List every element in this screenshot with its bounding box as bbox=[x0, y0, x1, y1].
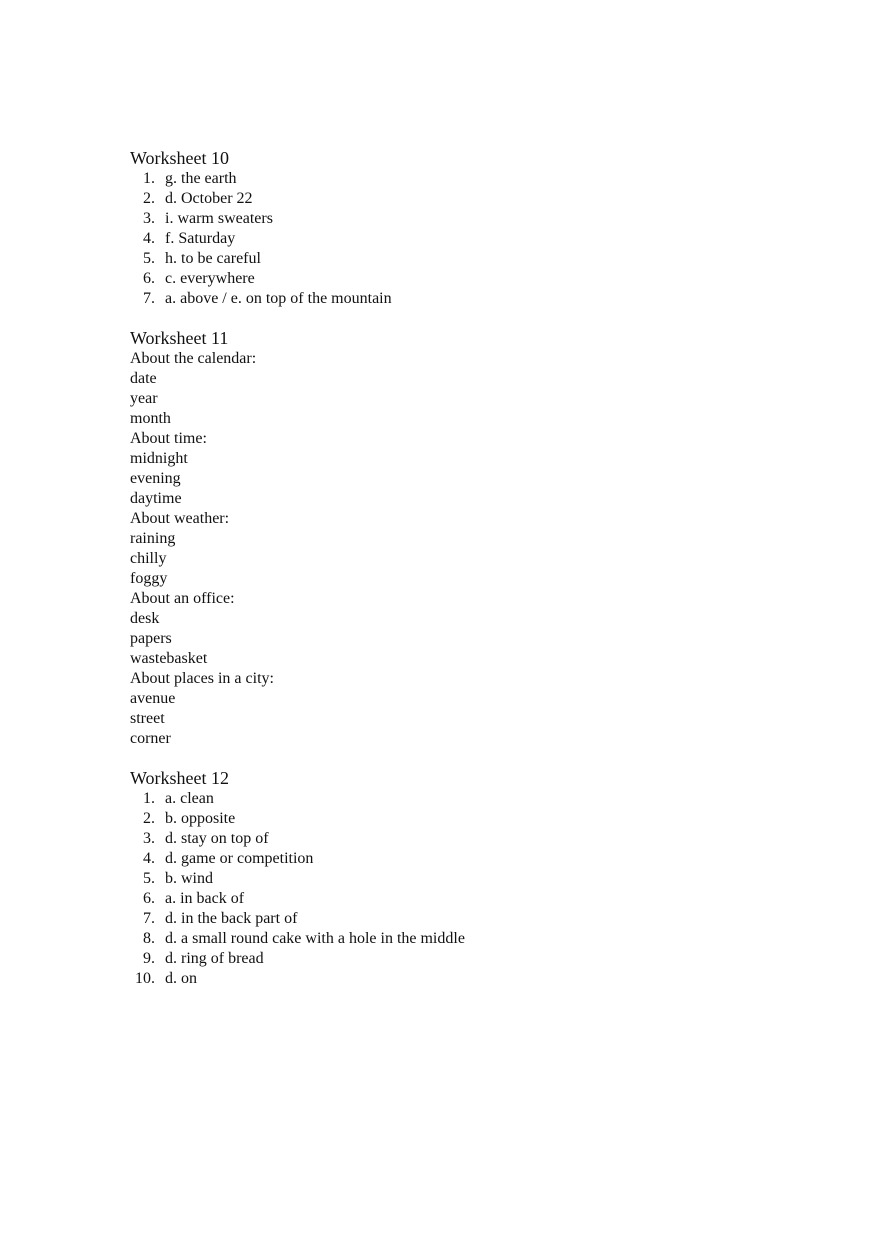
list-item bbox=[130, 789, 810, 809]
worksheet-10-title: Worksheet 10 bbox=[130, 148, 230, 168]
list-item bbox=[130, 889, 810, 909]
vocab-word: date bbox=[130, 370, 157, 387]
item-number: 10. bbox=[135, 970, 155, 987]
section-spacer bbox=[130, 309, 810, 327]
list-item bbox=[130, 909, 810, 929]
item-number: 4. bbox=[143, 230, 155, 247]
list-item bbox=[130, 289, 810, 309]
list-item bbox=[130, 249, 810, 269]
item-number: 5. bbox=[143, 250, 155, 267]
worksheet-12-title: Worksheet 12 bbox=[130, 768, 230, 788]
worksheet-10-answers bbox=[130, 169, 810, 309]
item-number: 8. bbox=[143, 930, 155, 947]
list-item bbox=[130, 829, 810, 849]
item-answer: d. ring of bread bbox=[165, 950, 264, 967]
item-answer: b. opposite bbox=[165, 810, 236, 827]
item-answer: b. wind bbox=[165, 870, 213, 887]
list-item bbox=[130, 269, 810, 289]
item-number: 2. bbox=[143, 810, 155, 827]
category-heading: About time: bbox=[130, 430, 207, 447]
worksheet-12-section bbox=[130, 767, 810, 989]
category-heading: About places in a city: bbox=[130, 670, 274, 687]
vocab-word: daytime bbox=[130, 490, 182, 507]
vocab-word: desk bbox=[130, 610, 160, 627]
list-item bbox=[130, 969, 810, 989]
item-answer: d. stay on top of bbox=[165, 830, 269, 847]
item-number: 6. bbox=[143, 890, 155, 907]
item-number: 1. bbox=[143, 170, 155, 187]
item-answer: a. clean bbox=[165, 790, 214, 807]
list-item bbox=[130, 929, 810, 949]
vocab-word: midnight bbox=[130, 450, 188, 467]
item-number: 3. bbox=[143, 830, 155, 847]
item-answer: d. on bbox=[165, 970, 197, 987]
answer-key-page bbox=[130, 147, 810, 989]
item-answer: d. October 22 bbox=[165, 190, 253, 207]
vocab-word: corner bbox=[130, 730, 171, 747]
list-item bbox=[130, 209, 810, 229]
category-heading: About the calendar: bbox=[130, 350, 257, 367]
list-item bbox=[130, 949, 810, 969]
item-number: 4. bbox=[143, 850, 155, 867]
vocab-word: evening bbox=[130, 470, 181, 487]
list-item bbox=[130, 809, 810, 829]
item-number: 1. bbox=[143, 790, 155, 807]
vocab-word: chilly bbox=[130, 550, 167, 567]
item-answer: h. to be careful bbox=[165, 250, 261, 267]
category-heading: About an office: bbox=[130, 590, 235, 607]
item-answer: d. a small round cake with a hole in the middle bbox=[165, 930, 465, 947]
item-answer: i. warm sweaters bbox=[165, 210, 273, 227]
item-answer: d. game or competition bbox=[165, 850, 314, 867]
worksheet-12-answers bbox=[130, 789, 810, 989]
vocab-word: year bbox=[130, 390, 158, 407]
item-number: 3. bbox=[143, 210, 155, 227]
item-number: 5. bbox=[143, 870, 155, 887]
vocab-word: avenue bbox=[130, 690, 176, 707]
list-item bbox=[130, 869, 810, 889]
item-number: 6. bbox=[143, 270, 155, 287]
vocab-word: wastebasket bbox=[130, 650, 208, 667]
worksheet-10-section bbox=[130, 147, 810, 309]
list-item bbox=[130, 169, 810, 189]
vocab-word: foggy bbox=[130, 570, 168, 587]
item-number: 9. bbox=[143, 950, 155, 967]
item-answer: c. everywhere bbox=[165, 270, 255, 287]
section-spacer bbox=[130, 749, 810, 767]
worksheet-11-title: Worksheet 11 bbox=[130, 328, 229, 348]
vocab-word: street bbox=[130, 710, 165, 727]
vocab-word: papers bbox=[130, 630, 172, 647]
category-heading: About weather: bbox=[130, 510, 230, 527]
item-answer: f. Saturday bbox=[165, 230, 236, 247]
item-answer: d. in the back part of bbox=[165, 910, 298, 927]
item-number: 7. bbox=[143, 910, 155, 927]
vocab-word: month bbox=[130, 410, 171, 427]
list-item bbox=[130, 229, 810, 249]
item-number: 7. bbox=[143, 290, 155, 307]
item-number: 2. bbox=[143, 190, 155, 207]
vocab-word: raining bbox=[130, 530, 176, 547]
list-item bbox=[130, 849, 810, 869]
item-answer: a. above / e. on top of the mountain bbox=[165, 290, 392, 307]
worksheet-11-section bbox=[130, 327, 810, 749]
list-item bbox=[130, 189, 810, 209]
item-answer: a. in back of bbox=[165, 890, 245, 907]
item-answer: g. the earth bbox=[165, 170, 237, 187]
